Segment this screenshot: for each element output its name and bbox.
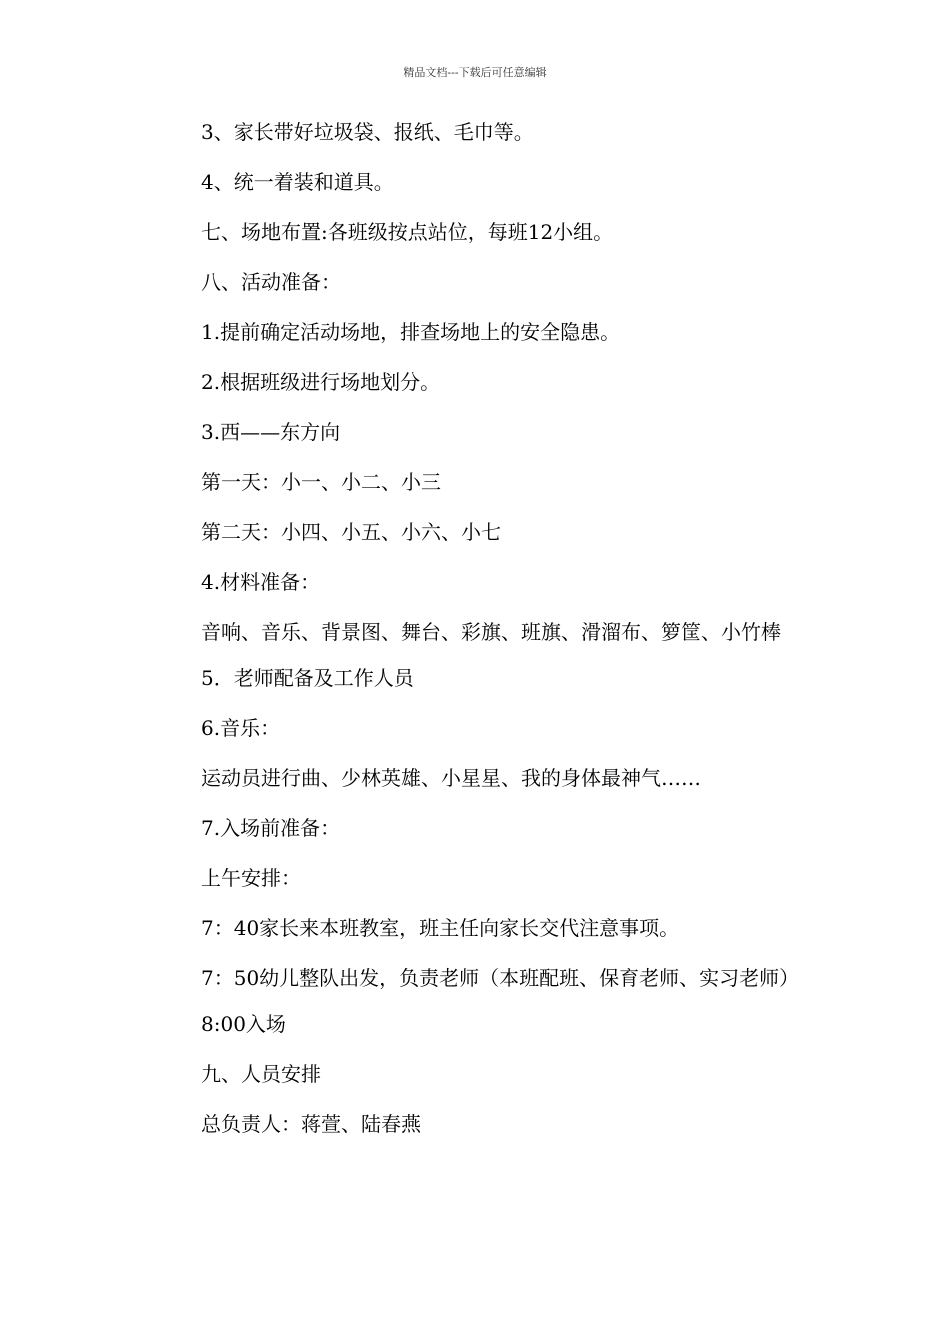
paragraph: 1.提前确定活动场地，排查场地上的安全隐患。 — [201, 320, 621, 344]
paragraph: 7：40家长来本班教室，班主任向家长交代注意事项。 — [201, 916, 680, 940]
paragraph: 4、统一着装和道具。 — [201, 170, 394, 194]
paragraph: 第一天：小一、小二、小三 — [201, 470, 441, 494]
paragraph: 九、人员安排 — [201, 1062, 321, 1086]
paragraph: 七、场地布置:各班级按点站位，每班12小组。 — [201, 220, 614, 244]
paragraph: 上午安排： — [201, 866, 301, 890]
paragraph: 运动员进行曲、少林英雄、小星星、我的身体最神气…… — [201, 766, 701, 790]
paragraph: 8:00入场 — [201, 1012, 286, 1036]
paragraph: 3、家长带好垃圾袋、报纸、毛巾等。 — [201, 120, 534, 144]
paragraph: 八、活动准备： — [201, 270, 341, 294]
paragraph: 3.西——东方向 — [201, 420, 341, 444]
paragraph: 第二天：小四、小五、小六、小七 — [201, 520, 501, 544]
page-header: 精品文档---下载后可任意编辑 — [403, 66, 547, 79]
paragraph: 2.根据班级进行场地划分。 — [201, 370, 441, 394]
document-body — [145, 118, 810, 1160]
paragraph: 4.材料准备： — [201, 570, 321, 594]
paragraph: 6.音乐： — [201, 716, 281, 740]
paragraph: 5．老师配备及工作人员 — [201, 666, 414, 690]
paragraph: 总负责人：蒋萱、陆春燕 — [201, 1112, 421, 1136]
paragraph: 音响、音乐、背景图、舞台、彩旗、班旗、滑溜布、箩筐、小竹棒 — [201, 620, 781, 644]
paragraph: 7.入场前准备： — [201, 816, 341, 840]
paragraph: 7：50幼儿整队出发，负责老师（本班配班、保育老师、实习老师） — [201, 966, 800, 990]
